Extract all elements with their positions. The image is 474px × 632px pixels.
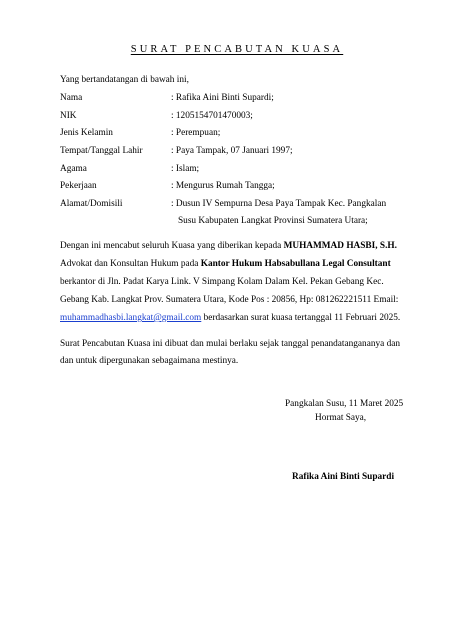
field-label-name: Nama [60,93,83,103]
field-value-name: : Rafika Aini Binti Supardi; [171,93,274,103]
signatory-name: Rafika Aini Binti Supardi [292,472,395,482]
attorney-role-text: Advokat dan Konsultan Hukum pada [60,259,201,269]
validity-paragraph-line2: dan untuk dipergunakan sebagaimana mestinya. [60,356,239,366]
field-value-birth: : Paya Tampak, 07 Januari 1997; [171,146,293,156]
field-value-nik: : 1205154701470003; [171,111,253,121]
field-label-nik: NIK [60,111,77,121]
power-of-attorney-date-text: berdasarkan surat kuasa tertanggal 11 Februari 2025. [201,313,401,323]
revocation-paragraph-line5 [60,312,400,324]
field-value-occupation: : Mengurus Rumah Tangga; [171,181,275,191]
closing-salutation: Hormat Saya, [315,413,367,423]
field-label-address: Alamat/Domisili [60,199,123,209]
field-label-occupation: Pekerjaan [60,181,97,191]
intro-text: Yang bertandatangan di bawah ini, [60,75,189,85]
place-date: Pangkalan Susu, 11 Maret 2025 [285,399,404,409]
field-value-address-cont: Susu Kabupaten Langkat Provinsi Sumatera Utara; [178,216,368,226]
revocation-text: Dengan ini mencabut seluruh Kuasa yang diberikan kepada [60,241,284,251]
validity-paragraph-line1: Surat Pencabutan Kuasa ini dibuat dan mulai berlaku sejak tanggal penandatangananya dan [60,339,400,349]
field-value-religion: : Islam; [171,164,200,174]
field-label-religion: Agama [60,164,87,174]
revocation-paragraph-line1 [60,240,397,252]
field-value-gender: : Perempuan; [171,128,221,138]
email-link[interactable]: muhammadhasbi.langkat@gmail.com [60,313,202,323]
field-label-birth: Tempat/Tanggal Lahir [60,146,143,156]
letter-title: SURAT PENCABUTAN KUASA [130,44,344,55]
field-value-address: : Dusun IV Sempurna Desa Paya Tampak Kec. Pangkalan [171,199,387,209]
attorney-name: MUHAMMAD HASBI, S.H. [283,241,397,251]
law-firm-name: Kantor Hukum Habsabullana Legal Consultant [200,259,391,269]
field-label-gender: Jenis Kelamin [60,128,113,138]
revocation-paragraph-line3: berkantor di Jln. Padat Karya Link. V Simpang Kolam Dalam Kel. Pekan Gebang Kec. [60,277,384,287]
revocation-paragraph-line2 [60,258,391,270]
revocation-paragraph-line4: Gebang Kab. Langkat Prov. Sumatera Utara, Kode Pos : 20856, Hp: 081262221511 Email: [60,295,399,305]
